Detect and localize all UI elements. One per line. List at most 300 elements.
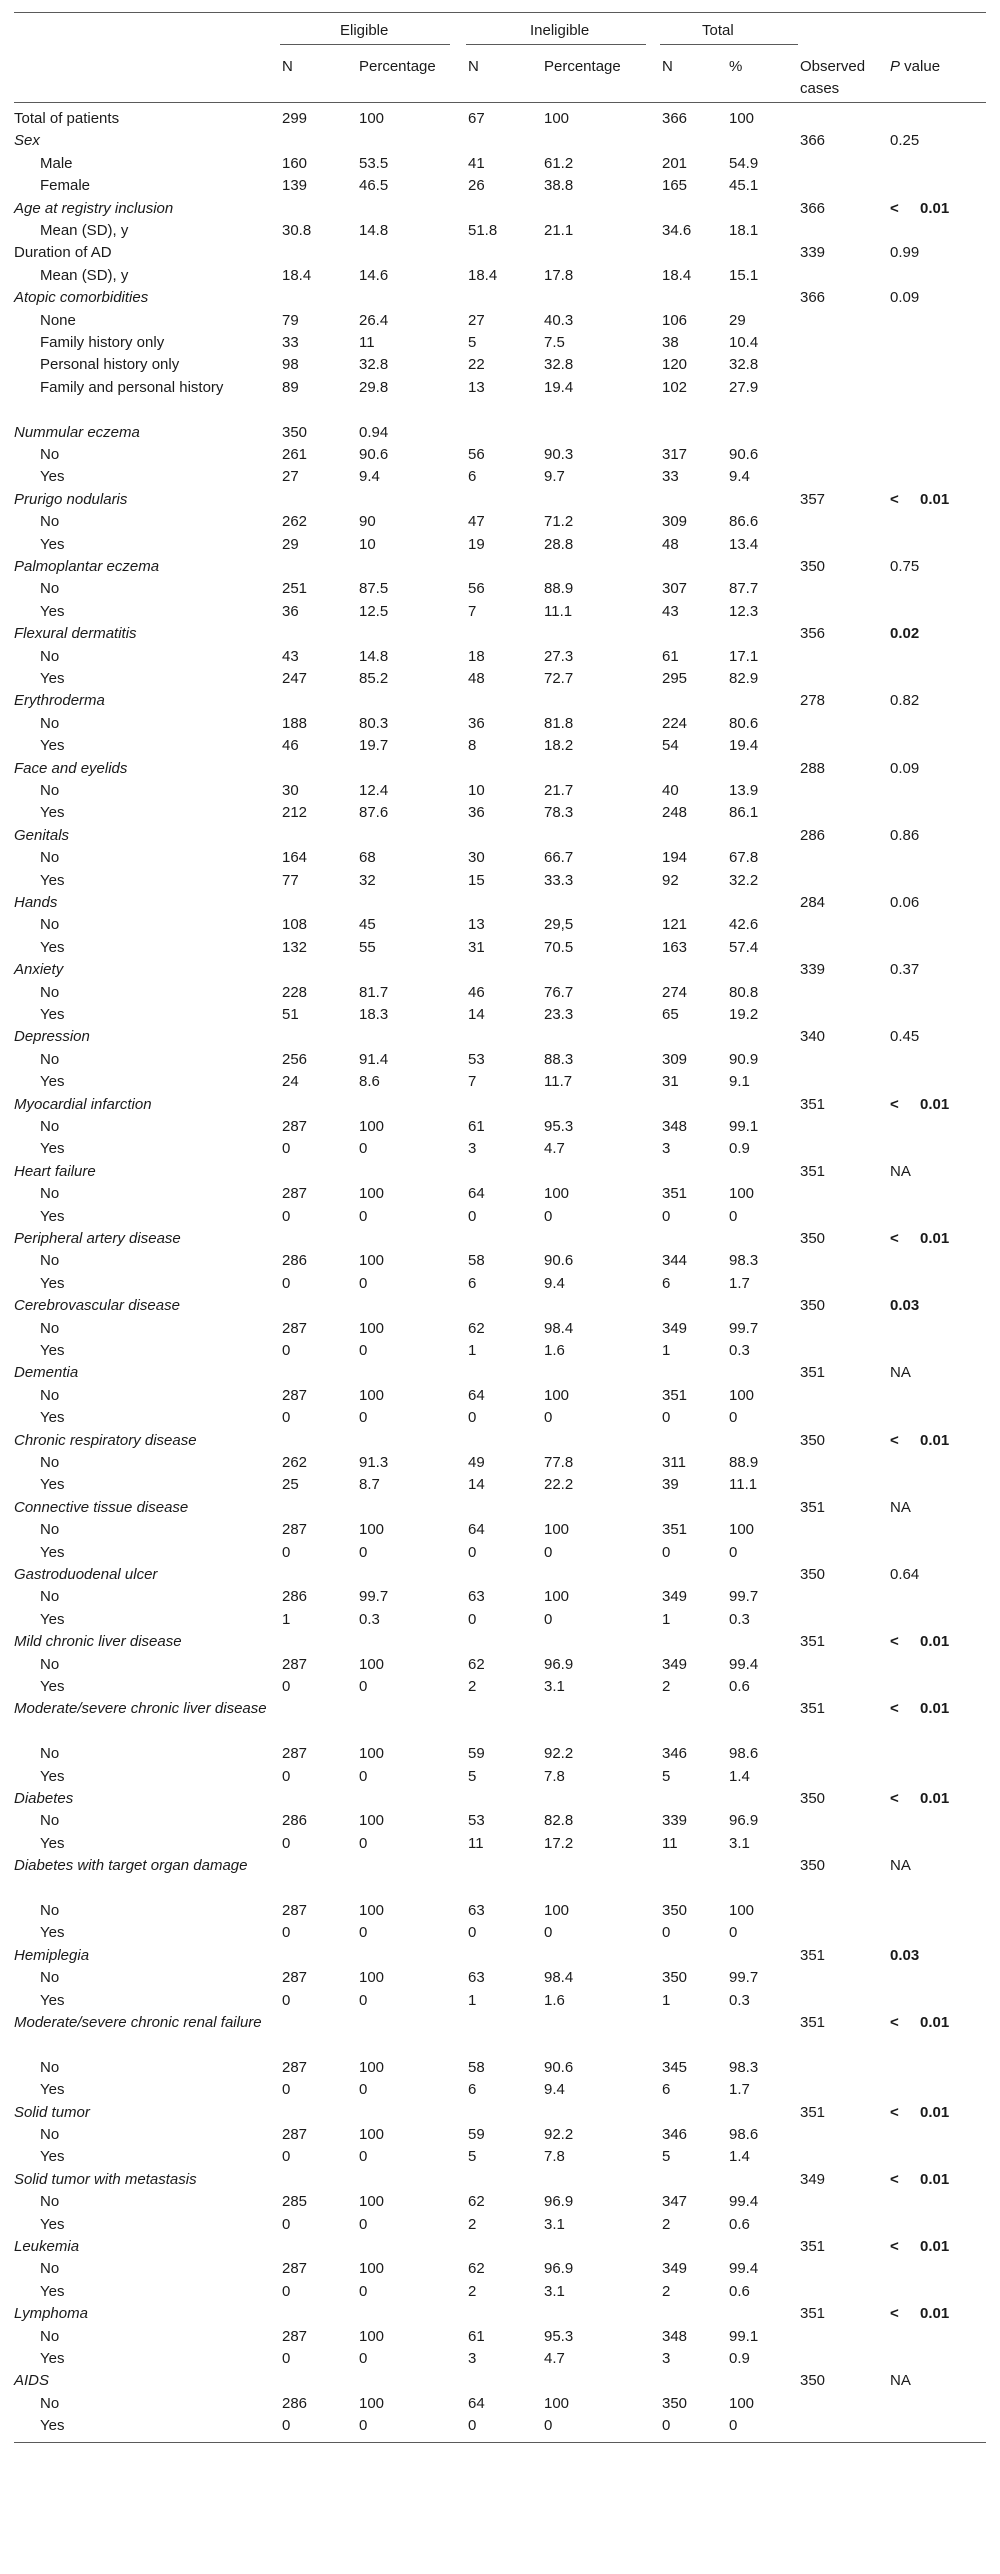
cell-total-percent: 96.9	[729, 1812, 759, 1830]
row-label: Female	[40, 177, 91, 195]
cell-total-n: 0	[662, 1543, 671, 1561]
cell-ineligible-percentage: 92.2	[544, 2126, 574, 2143]
cell-eligible-percentage: 90.6	[359, 446, 389, 463]
cell-eligible-percentage: 100	[359, 1118, 385, 1135]
cell-total-n: 33	[662, 468, 679, 486]
cell-eligible-percentage: 100	[359, 1902, 385, 1919]
cell-ineligible-n: 0	[468, 1610, 477, 1628]
row-label: AIDS	[14, 2372, 50, 2390]
cell-eligible-n: 299	[282, 110, 308, 127]
row-label: Connective tissue disease	[14, 1498, 189, 1516]
cell-ineligible-percentage: 95.3	[544, 2327, 574, 2345]
cell-eligible-percentage: 32	[359, 871, 376, 889]
cell-total-percent: 99.4	[729, 1655, 759, 1673]
cell-total-percent: 15.1	[729, 266, 759, 284]
p-value-number: 0.01	[920, 1431, 950, 1449]
cell-total-percent: 100	[729, 1185, 755, 1203]
cell-total-percent: 0.6	[729, 1678, 750, 1695]
cell-eligible-percentage: 32.8	[359, 356, 389, 374]
cell-ineligible-percentage: 98.4	[544, 1319, 574, 1337]
cell-total-n: 194	[662, 849, 688, 867]
cell-eligible-percentage: 100	[359, 2126, 385, 2143]
p-value-number: NA	[890, 1162, 911, 1180]
row-label: No	[40, 1655, 60, 1673]
cell-total-percent: 90.6	[729, 446, 759, 463]
header-eligible-percentage: Percentage	[359, 58, 436, 75]
cell-eligible-percentage: 100	[359, 2058, 385, 2076]
cell-p-value	[890, 959, 919, 981]
p-value-number: 0.82	[890, 692, 920, 710]
row-label: No	[40, 1454, 60, 1471]
row-label: No	[40, 1521, 60, 1539]
row-label: Yes	[40, 1207, 65, 1225]
row-label: Diabetes	[14, 1790, 74, 1807]
cell-eligible-n: 287	[282, 1118, 308, 1135]
cell-total-percent: 98.3	[729, 2058, 759, 2076]
row-label: Dementia	[14, 1364, 79, 1382]
p-value-number: 0.86	[890, 826, 920, 844]
cell-total-n: 309	[662, 1050, 688, 1068]
row-label: Yes	[40, 1409, 65, 1427]
cell-observed-cases: 351	[800, 2305, 826, 2323]
cell-eligible-n: 262	[282, 1454, 308, 1471]
p-value-number: 0.75	[890, 558, 920, 575]
row-label: Yes	[40, 1767, 65, 1785]
row-label: Yes	[40, 1610, 65, 1628]
row-label: No	[40, 647, 60, 665]
cell-p-value	[890, 2236, 949, 2258]
cell-p-value	[890, 1788, 949, 1810]
cell-eligible-n: 24	[282, 1073, 299, 1091]
p-value-number: 0.01	[920, 1230, 950, 1247]
cell-eligible-percentage: 0.94	[359, 423, 389, 441]
cell-eligible-n: 0	[282, 1991, 291, 2009]
cell-ineligible-percentage: 61.2	[544, 154, 574, 172]
cell-eligible-percentage: 26.4	[359, 311, 389, 329]
cell-eligible-percentage: 100	[359, 2327, 385, 2345]
cell-ineligible-percentage: 9.4	[544, 2081, 565, 2099]
cell-ineligible-n: 36	[468, 714, 485, 732]
p-value-less-than: <	[890, 2170, 899, 2188]
cell-ineligible-n: 56	[468, 446, 485, 463]
cell-eligible-n: 29	[282, 535, 299, 553]
cell-total-n: 102	[662, 378, 688, 396]
cell-observed-cases: 350	[800, 558, 826, 575]
cell-eligible-n: 0	[282, 1767, 291, 1785]
p-value-number: 0.06	[890, 894, 920, 911]
cell-p-value	[890, 1430, 949, 1452]
cell-ineligible-percentage: 100	[544, 1588, 570, 1606]
row-label: No	[40, 1969, 60, 1987]
cell-eligible-percentage: 10	[359, 535, 376, 553]
row-label: No	[40, 1319, 60, 1337]
row-label: Yes	[40, 1543, 65, 1561]
cell-total-percent: 1.7	[729, 2081, 750, 2099]
cell-eligible-percentage: 12.5	[359, 602, 389, 620]
cell-total-percent: 82.9	[729, 670, 759, 687]
cell-ineligible-n: 0	[468, 1207, 477, 1225]
cell-eligible-percentage: 29.8	[359, 378, 389, 396]
cell-eligible-percentage: 0	[359, 1767, 368, 1785]
row-label: Sex	[14, 132, 40, 150]
cell-eligible-percentage: 100	[359, 1252, 385, 1270]
cell-total-n: 38	[662, 334, 679, 351]
cell-observed-cases: 349	[800, 2170, 826, 2188]
cell-ineligible-percentage: 22.2	[544, 1476, 574, 1494]
cell-ineligible-percentage: 100	[544, 110, 570, 127]
cell-eligible-percentage: 11	[359, 334, 375, 351]
cell-total-n: 309	[662, 513, 688, 531]
cell-ineligible-n: 22	[468, 356, 485, 374]
cell-total-n: 0	[662, 1207, 671, 1225]
cell-total-n: 295	[662, 670, 688, 687]
cell-eligible-percentage: 53.5	[359, 154, 389, 172]
p-value-less-than: <	[890, 2238, 899, 2255]
row-label: Family and personal history	[40, 378, 224, 396]
header-group-eligible: Eligible	[340, 22, 389, 39]
cell-ineligible-percentage: 21.1	[544, 222, 574, 239]
cell-eligible-n: 0	[282, 1543, 291, 1561]
p-value-number: 0.25	[890, 132, 920, 150]
row-label: Yes	[40, 2417, 65, 2435]
row-label: Heart failure	[14, 1162, 96, 1180]
cell-total-percent: 99.7	[729, 1319, 759, 1337]
cell-total-percent: 1.7	[729, 1274, 750, 1292]
cell-eligible-n: 188	[282, 714, 308, 732]
header-p-value-rest: value	[900, 58, 941, 75]
cell-ineligible-n: 2	[468, 2215, 477, 2233]
row-label: Hands	[14, 894, 58, 911]
header-group-line-total	[660, 44, 798, 45]
header-rule	[14, 102, 986, 103]
cell-ineligible-n: 6	[468, 2081, 477, 2099]
cell-ineligible-n: 3	[468, 2350, 477, 2367]
cell-total-percent: 0	[729, 1924, 738, 1942]
cell-eligible-percentage: 100	[359, 1655, 385, 1673]
cell-observed-cases: 357	[800, 490, 826, 508]
cell-ineligible-percentage: 11.1	[544, 602, 573, 620]
cell-total-n: 346	[662, 1745, 688, 1763]
cell-total-n: 347	[662, 2193, 688, 2211]
cell-total-percent: 0.3	[729, 1342, 750, 1359]
cell-total-percent: 99.7	[729, 1588, 759, 1606]
p-value-number: 0.37	[890, 961, 920, 979]
cell-total-percent: 0.3	[729, 1991, 750, 2009]
cell-total-percent: 13.9	[729, 782, 759, 799]
header-p-value	[890, 56, 940, 78]
cell-total-n: 1	[662, 1342, 671, 1359]
cell-total-n: 106	[662, 311, 688, 329]
header-group-line-ineligible	[466, 44, 646, 45]
row-label: No	[40, 1745, 60, 1763]
cell-observed-cases: 351	[800, 1700, 826, 1718]
header-ineligible-percentage: Percentage	[544, 58, 621, 75]
row-label: No	[40, 2327, 60, 2345]
cell-total-n: 3	[662, 2350, 671, 2367]
cell-total-n: 348	[662, 2327, 688, 2345]
cell-total-n: 3	[662, 1140, 671, 1158]
row-label: Yes	[40, 1834, 65, 1852]
cell-eligible-percentage: 90	[359, 513, 376, 531]
row-label: Yes	[40, 2282, 65, 2300]
cell-ineligible-n: 7	[468, 1073, 477, 1091]
cell-eligible-percentage: 9.4	[359, 468, 380, 486]
cell-eligible-percentage: 0	[359, 1207, 368, 1225]
cell-total-percent: 100	[729, 1386, 755, 1404]
cell-total-n: 366	[662, 110, 688, 127]
row-label: No	[40, 1902, 60, 1919]
p-value-number: 0.03	[890, 1946, 920, 1964]
row-label: Flexural dermatitis	[14, 625, 137, 643]
p-value-number: 0.01	[920, 1790, 950, 1807]
cell-ineligible-n: 2	[468, 2282, 477, 2300]
cell-ineligible-percentage: 17.2	[544, 1834, 574, 1852]
cell-total-n: 6	[662, 2081, 671, 2099]
p-value-less-than: <	[890, 199, 899, 217]
cell-total-n: 61	[662, 647, 679, 665]
cell-total-n: 120	[662, 356, 688, 374]
cell-total-percent: 19.4	[729, 737, 759, 755]
cell-total-percent: 1.4	[729, 1767, 750, 1785]
cell-ineligible-n: 5	[468, 2148, 477, 2166]
cell-total-percent: 0	[729, 1543, 738, 1561]
row-label: Myocardial infarction	[14, 1095, 152, 1113]
cell-ineligible-percentage: 32.8	[544, 356, 574, 374]
cell-ineligible-percentage: 90.6	[544, 2058, 574, 2076]
cell-total-n: 39	[662, 1476, 679, 1494]
cell-eligible-n: 286	[282, 2394, 308, 2412]
cell-ineligible-n: 26	[468, 177, 485, 195]
row-label: No	[40, 2058, 60, 2076]
cell-eligible-n: 139	[282, 177, 308, 195]
row-label: Yes	[40, 2148, 65, 2166]
cell-eligible-percentage: 0.3	[359, 1610, 380, 1628]
cell-eligible-n: 287	[282, 2327, 308, 2345]
cell-ineligible-percentage: 72.7	[544, 670, 574, 687]
cell-observed-cases: 339	[800, 961, 826, 979]
cell-ineligible-n: 64	[468, 1521, 485, 1539]
cell-observed-cases: 350	[800, 1230, 826, 1247]
p-value-number: 0.01	[920, 2238, 950, 2255]
row-label: No	[40, 1118, 60, 1135]
cell-total-percent: 99.4	[729, 2260, 759, 2278]
cell-ineligible-percentage: 1.6	[544, 1342, 565, 1359]
cell-eligible-percentage: 0	[359, 1834, 368, 1852]
row-label: No	[40, 2126, 60, 2143]
cell-ineligible-n: 63	[468, 1902, 485, 1919]
cell-ineligible-percentage: 0	[544, 1207, 553, 1225]
cell-p-value	[890, 1497, 911, 1519]
cell-total-percent: 42.6	[729, 916, 759, 934]
cell-observed-cases: 351	[800, 1498, 826, 1516]
cell-eligible-percentage: 0	[359, 1342, 368, 1359]
cell-eligible-n: 287	[282, 1521, 308, 1539]
row-label: Yes	[40, 1006, 65, 1023]
cell-eligible-percentage: 99.7	[359, 1588, 389, 1606]
cell-ineligible-percentage: 9.7	[544, 468, 565, 486]
row-label: Yes	[40, 602, 65, 620]
header-total-n: N	[662, 58, 673, 75]
cell-total-percent: 0	[729, 1207, 738, 1225]
cell-eligible-n: 212	[282, 804, 308, 822]
cell-eligible-percentage: 0	[359, 2215, 368, 2233]
cell-ineligible-n: 53	[468, 1812, 485, 1830]
cell-eligible-percentage: 0	[359, 1991, 368, 2009]
cell-eligible-n: 46	[282, 737, 299, 755]
header-total-percent: %	[729, 58, 743, 75]
cell-total-n: 1	[662, 1610, 671, 1628]
row-label: No	[40, 2193, 60, 2211]
cell-eligible-n: 160	[282, 154, 308, 172]
cell-total-n: 5	[662, 1767, 671, 1785]
cell-eligible-n: 51	[282, 1006, 299, 1023]
cell-eligible-percentage: 0	[359, 2282, 368, 2300]
cell-ineligible-n: 6	[468, 1274, 477, 1292]
cell-ineligible-n: 13	[468, 916, 485, 934]
cell-ineligible-percentage: 23.3	[544, 1006, 574, 1023]
cell-total-n: 65	[662, 1006, 679, 1023]
cell-ineligible-percentage: 27.3	[544, 647, 574, 665]
cell-ineligible-n: 5	[468, 334, 477, 351]
cell-observed-cases: 288	[800, 759, 826, 777]
cell-total-percent: 98.6	[729, 2126, 759, 2143]
cell-ineligible-percentage: 100	[544, 1521, 570, 1539]
cell-p-value	[890, 1564, 919, 1586]
cell-eligible-percentage: 0	[359, 2350, 368, 2367]
cell-eligible-n: 1	[282, 1610, 291, 1628]
cell-total-percent: 54.9	[729, 154, 759, 172]
p-value-number: 0.01	[920, 490, 950, 508]
cell-eligible-percentage: 100	[359, 2394, 385, 2412]
cell-ineligible-percentage: 100	[544, 1185, 570, 1203]
row-label: Diabetes with target organ damage	[14, 1857, 248, 1875]
cell-ineligible-n: 46	[468, 983, 485, 1001]
header-group-ineligible: Ineligible	[530, 22, 590, 39]
cell-total-percent: 86.1	[729, 804, 759, 822]
cell-total-n: 351	[662, 1185, 688, 1203]
p-value-number: 0.01	[920, 2305, 950, 2323]
p-value-less-than: <	[890, 1633, 899, 1651]
row-label: Yes	[40, 1140, 65, 1158]
cell-ineligible-percentage: 70.5	[544, 938, 574, 956]
cell-eligible-percentage: 46.5	[359, 177, 389, 195]
row-label: No	[40, 849, 60, 867]
p-value-number: 0.03	[890, 1297, 920, 1315]
cell-total-percent: 80.6	[729, 714, 759, 732]
cell-total-n: 2	[662, 1678, 671, 1695]
cell-eligible-n: 0	[282, 1834, 291, 1852]
cell-total-percent: 0.3	[729, 1610, 750, 1628]
row-label: Male	[40, 154, 73, 172]
row-label: Yes	[40, 1342, 65, 1359]
cell-total-n: 350	[662, 1902, 688, 1919]
row-label: Yes	[40, 1476, 65, 1494]
row-label: Hemiplegia	[14, 1946, 90, 1964]
cell-total-n: 349	[662, 1655, 688, 1673]
cell-p-value	[890, 242, 919, 264]
cell-total-n: 165	[662, 177, 688, 195]
p-value-number: 0.01	[920, 1633, 950, 1651]
cell-total-n: 307	[662, 580, 688, 598]
cell-ineligible-n: 0	[468, 1543, 477, 1561]
cell-total-n: 346	[662, 2126, 688, 2143]
cell-eligible-n: 286	[282, 1812, 308, 1830]
row-label: Genitals	[14, 826, 70, 844]
cell-ineligible-n: 63	[468, 1969, 485, 1987]
cell-total-percent: 29	[729, 311, 746, 329]
p-value-less-than: <	[890, 2103, 899, 2121]
cell-total-percent: 98.3	[729, 1252, 759, 1270]
cell-total-n: 350	[662, 1969, 688, 1987]
cell-ineligible-n: 11	[468, 1834, 484, 1852]
cell-ineligible-n: 30	[468, 849, 485, 867]
cell-total-percent: 3.1	[729, 1834, 750, 1852]
cell-eligible-n: 0	[282, 2282, 291, 2300]
cell-ineligible-percentage: 92.2	[544, 1745, 574, 1763]
cell-p-value	[890, 690, 919, 712]
cell-eligible-n: 350	[282, 423, 308, 441]
row-label: Moderate/severe chronic liver disease	[14, 1700, 267, 1718]
cell-eligible-n: 287	[282, 1969, 308, 1987]
cell-eligible-n: 18.4	[282, 266, 312, 284]
cell-eligible-percentage: 0	[359, 2417, 368, 2435]
header-ineligible-n: N	[468, 58, 479, 75]
cell-total-percent: 9.4	[729, 468, 750, 486]
cell-eligible-percentage: 14.8	[359, 222, 389, 239]
cell-ineligible-percentage: 38.8	[544, 177, 574, 195]
cell-eligible-percentage: 91.4	[359, 1050, 389, 1068]
cell-ineligible-n: 5	[468, 1767, 477, 1785]
p-value-number: NA	[890, 1498, 911, 1516]
cell-eligible-n: 286	[282, 1252, 308, 1270]
cell-ineligible-n: 64	[468, 1386, 485, 1404]
cell-total-n: 34.6	[662, 222, 692, 239]
cell-eligible-percentage: 8.7	[359, 1476, 380, 1494]
cell-ineligible-n: 62	[468, 2193, 485, 2211]
cell-ineligible-n: 41	[468, 154, 485, 172]
row-label: Leukemia	[14, 2238, 80, 2255]
cell-ineligible-percentage: 90.6	[544, 1252, 574, 1270]
cell-observed-cases: 351	[800, 1095, 826, 1113]
cell-total-percent: 1.4	[729, 2148, 750, 2166]
cell-eligible-percentage: 45	[359, 916, 376, 934]
p-value-number: 0.01	[920, 2014, 950, 2031]
cell-total-percent: 100	[729, 110, 755, 127]
bottom-rule	[14, 2442, 986, 2443]
cell-ineligible-n: 10	[468, 782, 485, 799]
cell-eligible-n: 0	[282, 2081, 291, 2099]
p-value-less-than: <	[890, 2014, 899, 2031]
cell-p-value	[890, 1855, 911, 1877]
cell-ineligible-percentage: 28.8	[544, 535, 574, 553]
cell-p-value	[890, 1295, 919, 1317]
cell-eligible-percentage: 14.6	[359, 266, 389, 284]
row-label: No	[40, 513, 60, 531]
p-value-less-than: <	[890, 1790, 899, 1807]
cell-ineligible-n: 19	[468, 535, 485, 553]
cell-total-n: 48	[662, 535, 679, 553]
p-value-number: 0.01	[920, 2103, 950, 2121]
cell-total-n: 351	[662, 1521, 688, 1539]
cell-ineligible-n: 56	[468, 580, 485, 598]
cell-eligible-percentage: 12.4	[359, 782, 389, 799]
header-eligible-n: N	[282, 58, 293, 75]
cell-eligible-percentage: 100	[359, 110, 385, 127]
cell-ineligible-percentage: 7.8	[544, 2148, 565, 2166]
cell-eligible-percentage: 14.8	[359, 647, 389, 665]
row-label: No	[40, 1812, 60, 1830]
cell-eligible-n: 287	[282, 1745, 308, 1763]
